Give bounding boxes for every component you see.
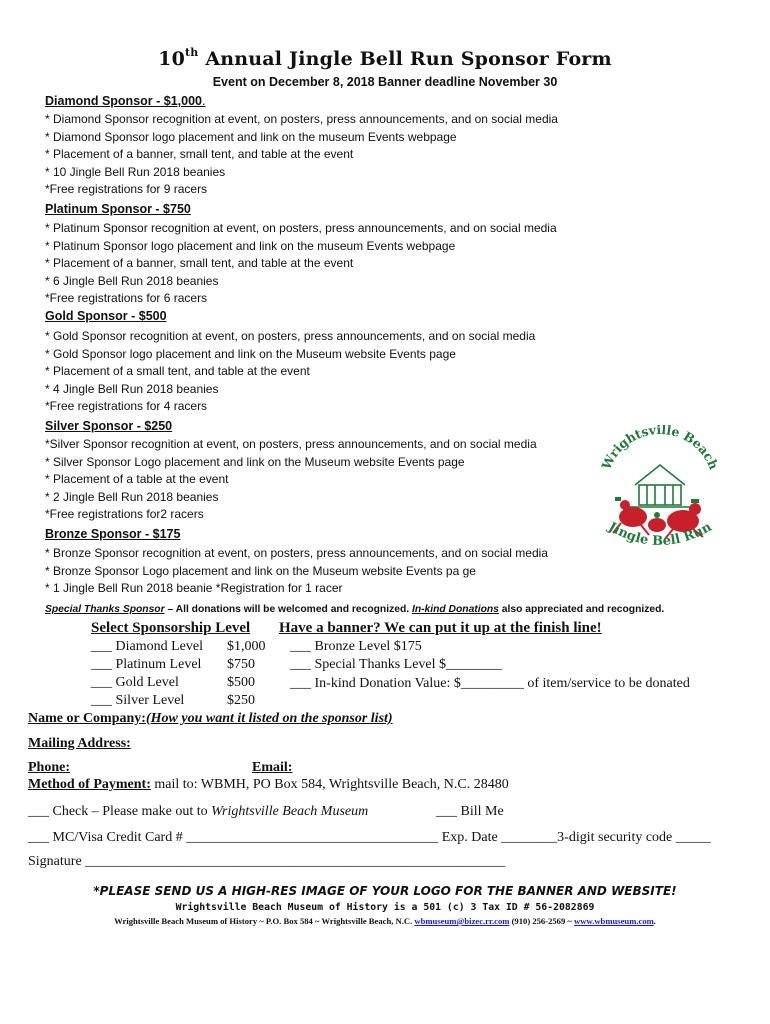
website-link[interactable]: www.wbmuseum.com [574, 916, 654, 926]
silver-item: * Silver Sponsor Logo placement and link on the Museum website Events page [45, 454, 465, 469]
logo-top-text: Wrightsville Beach [598, 425, 722, 472]
logo-bottom-text: Jingle Bell Run [605, 519, 715, 550]
tax-id-line: Wrightsville Beach Museum of History is a 501 (c) 3 Tax ID # 56-2082869 [175, 902, 595, 913]
diamond-level-option[interactable]: ___ Diamond Level [91, 639, 203, 654]
platinum-item: * Platinum Sponsor logo placement and link on the museum Events webpage [45, 238, 456, 253]
diamond-heading: Diamond Sponsor - $1,000. [45, 94, 206, 108]
sponsorship-level-heading: Select Sponsorship Level [91, 620, 251, 636]
gold-item: *Free registrations for 4 racers [45, 399, 208, 413]
banner-heading: Have a banner? We can put it up at the finish line! [279, 620, 602, 636]
gold-heading: Gold Sponsor - $500 [45, 309, 167, 323]
platinum-level-option[interactable]: ___ Platinum Level [91, 657, 202, 672]
bill-me-option[interactable]: ___ Bill Me [436, 804, 504, 819]
page-title: 10th Annual Jingle Bell Run Sponsor Form [158, 46, 612, 70]
phone-field[interactable]: Phone: [28, 760, 70, 775]
email-field[interactable]: Email: [252, 760, 293, 775]
platinum-item: * 6 Jingle Bell Run 2018 beanies [45, 273, 219, 288]
silver-heading: Silver Sponsor - $250 [45, 419, 173, 433]
gold-item: * Gold Sponsor logo placement and link on the Museum website Events page [45, 346, 456, 361]
bronze-level-option[interactable]: ___ Bronze Level $175 [290, 639, 422, 654]
event-subtitle: Event on December 8, 2018 Banner deadline November 30 [212, 75, 558, 89]
gold-level-amount: $500 [227, 675, 255, 690]
check-option[interactable]: ___ Check – Please make out to Wrightsville Beach Museum [28, 804, 369, 819]
diamond-level-amount: $1,000 [227, 639, 266, 654]
gold-level-option[interactable]: ___ Gold Level [91, 675, 179, 690]
email-link[interactable]: wbmuseum@bizec.rr.com [414, 916, 510, 926]
gold-item: * Placement of a small tent, and table at the event [45, 364, 310, 378]
museum-contact-line: Wrightsville Beach Museum of History ~ P.O. Box 584 ~ Wrightsville Beach, N.C. wbmuseum@bizec.rr.com (910) 256-2569 ~ www.wbmuseum.com. [114, 916, 656, 926]
platinum-item: *Free registrations for 6 racers [45, 291, 208, 305]
platinum-level-amount: $750 [227, 657, 255, 672]
bronze-heading: Bronze Sponsor - $175 [45, 527, 181, 541]
platinum-item: * Placement of a banner, small tent, and table at the event [45, 256, 354, 270]
diamond-item: * Diamond Sponsor logo placement and link on the museum Events webpage [45, 129, 457, 144]
silver-item: *Silver Sponsor recognition at event, on posters, press announcements, and on social media [45, 437, 537, 451]
diamond-item: * 10 Jingle Bell Run 2018 beanies [45, 164, 226, 179]
silver-level-option[interactable]: ___ Silver Level [91, 693, 185, 708]
method-of-payment: Method of Payment: mail to: WBMH, PO Box 584, Wrightsville Beach, N.C. 28480 [28, 777, 509, 792]
mailing-address-field[interactable]: Mailing Address: [28, 736, 131, 751]
gold-item: * Gold Sponsor recognition at event, on posters, press announcements, and on social media [45, 329, 536, 343]
name-company-field[interactable]: Name or Company:(How you want it listed on the sponsor list) [28, 711, 393, 726]
special-thanks-note: Special Thanks Sponsor – All donations will be welcomed and recognized. In-kind Donations also appreciated and recognized. [45, 604, 665, 615]
gold-item: * 4 Jingle Bell Run 2018 beanies [45, 381, 219, 396]
bronze-item: * Bronze Sponsor Logo placement and link on the Museum website Events pa ge [45, 563, 476, 578]
diamond-item: * Diamond Sponsor recognition at event, on posters, press announcements, and on social media [45, 112, 558, 126]
diamond-item: *Free registrations for 9 racers [45, 182, 208, 196]
silver-item: * Placement of a table at the event [45, 472, 229, 486]
diamond-item: * Placement of a banner, small tent, and table at the event [45, 147, 354, 161]
silver-item: * 2 Jingle Bell Run 2018 beanies [45, 489, 219, 504]
bronze-item: * Bronze Sponsor recognition at event, on posters, press announcements, and on social media [45, 546, 548, 560]
platinum-item: * Platinum Sponsor recognition at event, on posters, press announcements, and on social media [45, 221, 557, 235]
jingle-bell-run-logo [595, 425, 725, 575]
signature-field[interactable]: Signature ____________________________________________________________ [28, 854, 506, 869]
silver-level-amount: $250 [227, 693, 255, 708]
bronze-item: * 1 Jingle Bell Run 2018 beanie *Registration for 1 racer [45, 581, 343, 595]
in-kind-donation-option[interactable]: ___ In-kind Donation Value: $_________ of item/service to be donated [290, 676, 690, 691]
special-thanks-level-option[interactable]: ___ Special Thanks Level $________ [290, 657, 503, 672]
silver-item: *Free registrations for2 racers [45, 507, 204, 521]
platinum-heading: Platinum Sponsor - $750 [45, 202, 191, 216]
logo-request-note: *PLEASE SEND US A HIGH-RES IMAGE OF YOUR LOGO FOR THE BANNER AND WEBSITE! [93, 884, 677, 898]
credit-card-field[interactable]: ___ MC/Visa Credit Card # ____________________________________ Exp. Date ________3-digit security code _____ [28, 830, 711, 845]
